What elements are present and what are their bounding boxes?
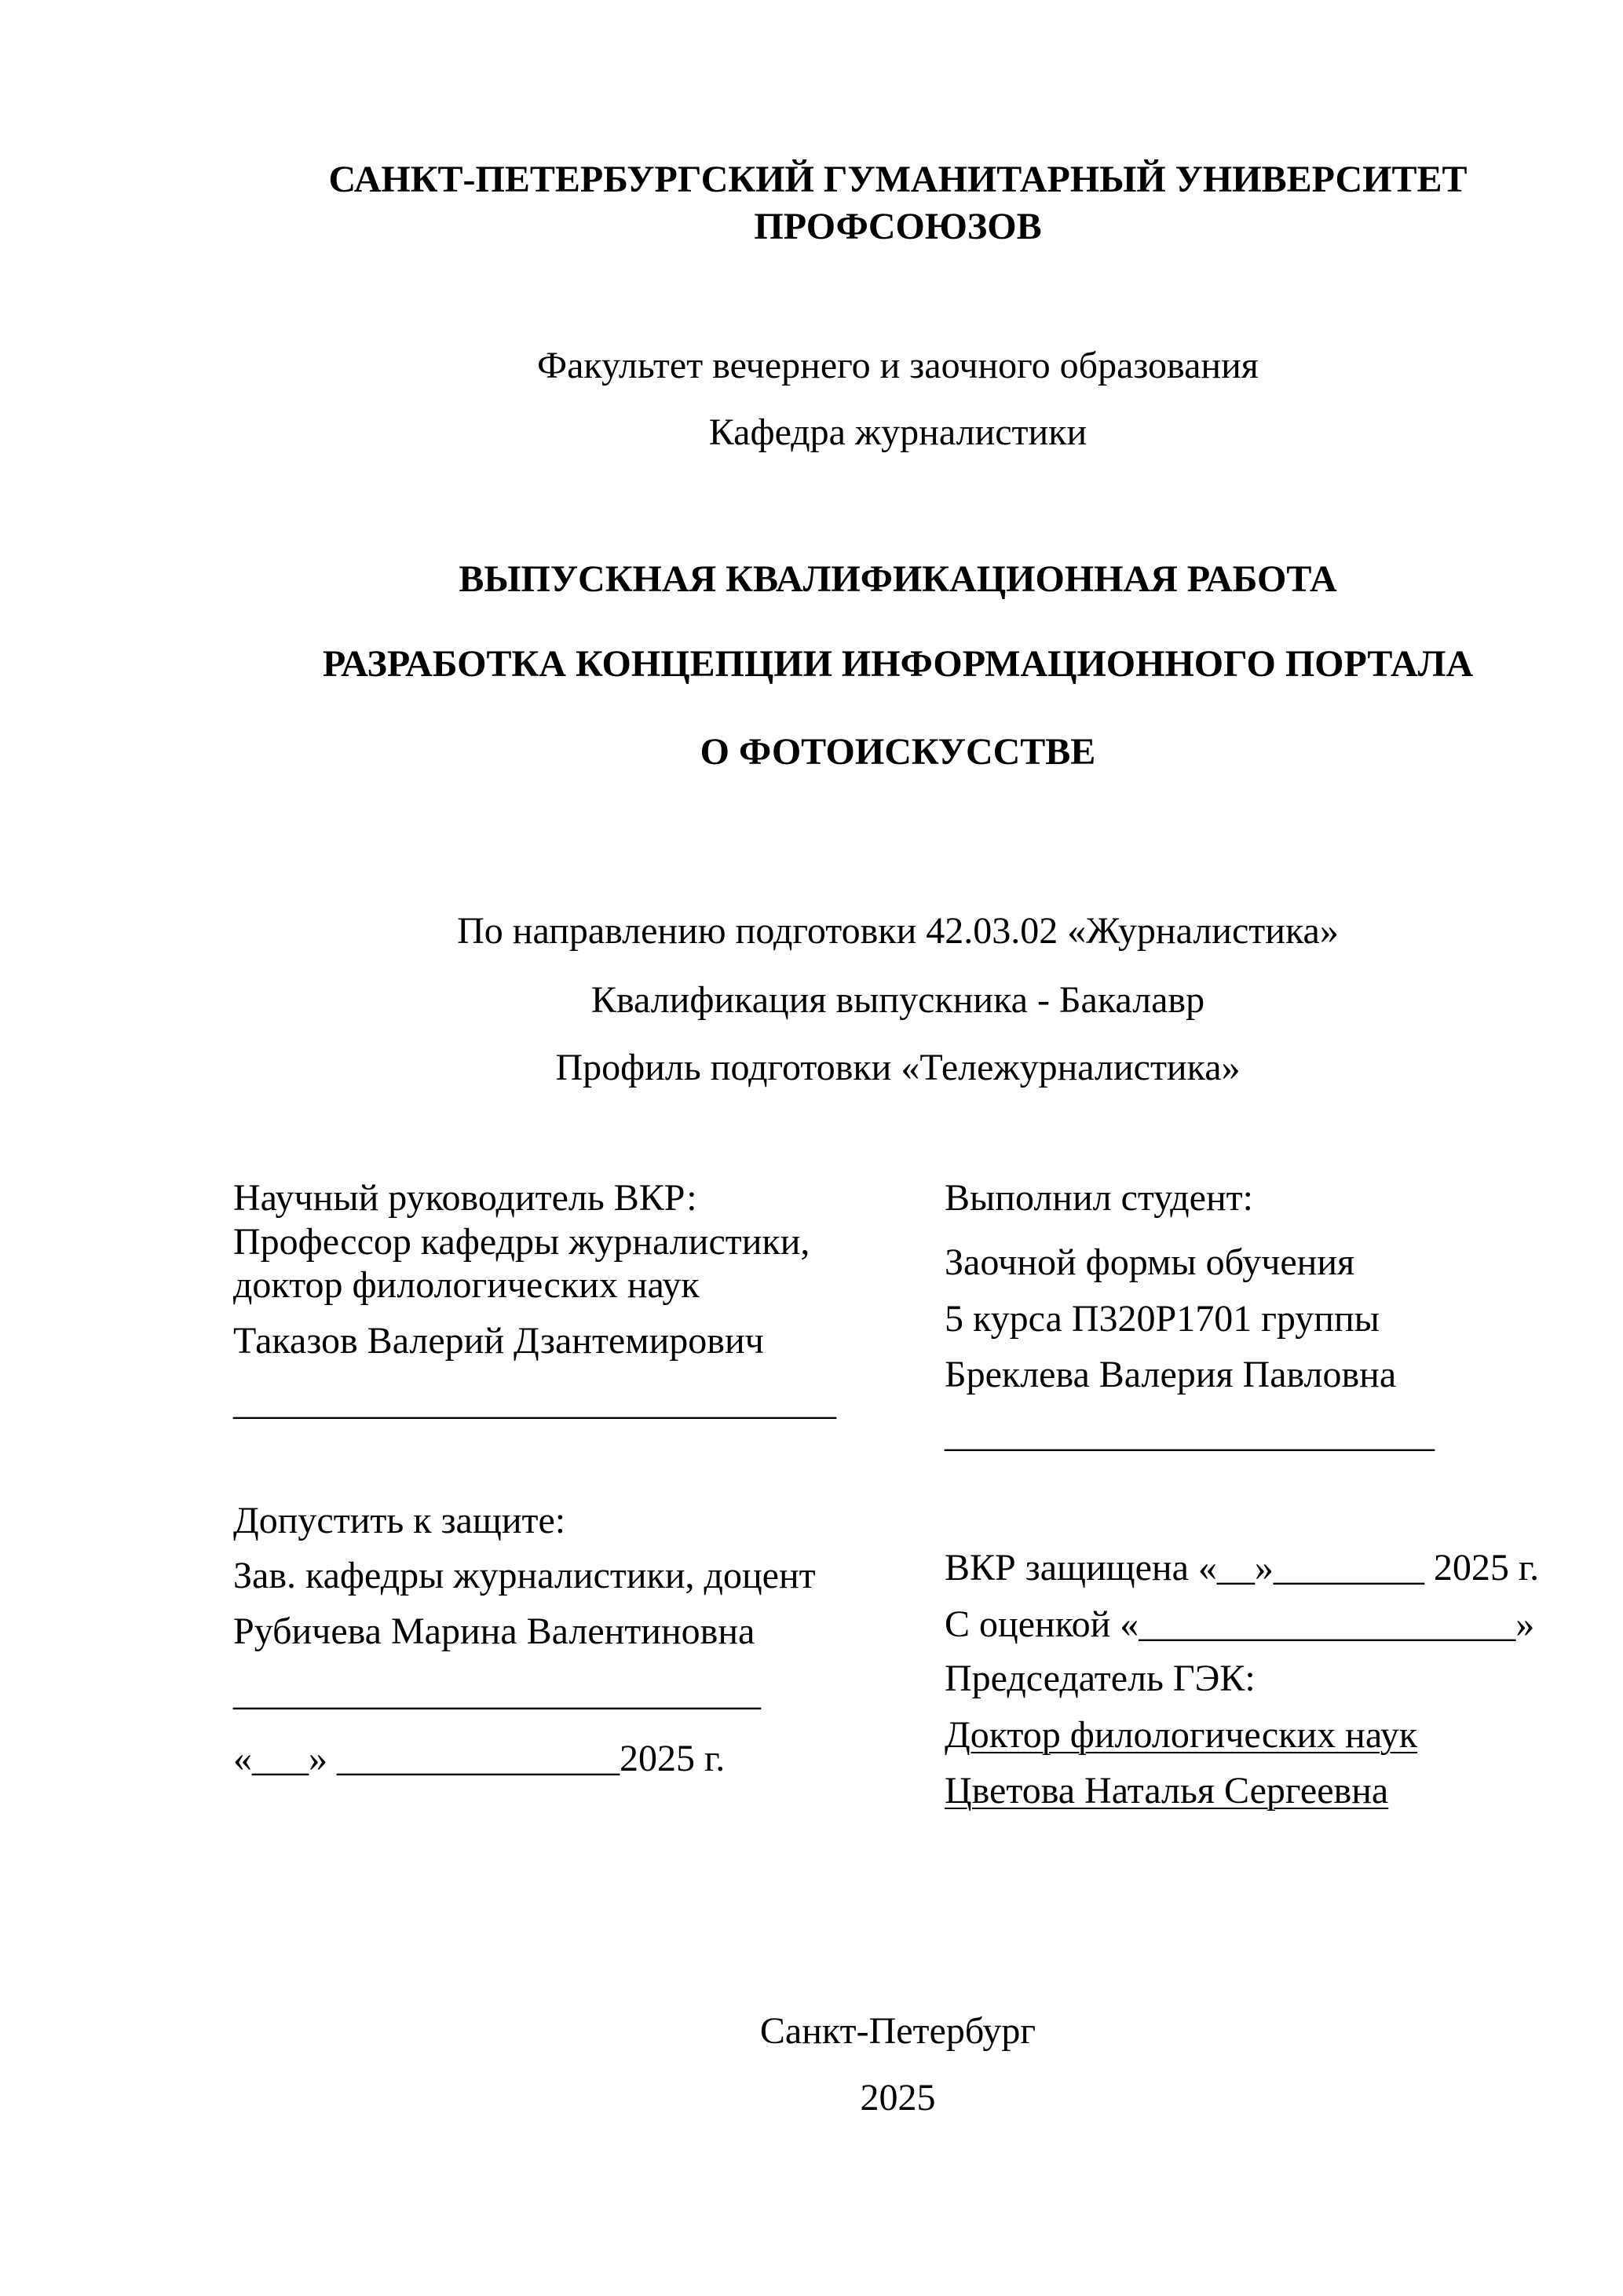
city: Санкт-Петербург — [759, 2010, 1036, 2052]
university-name-line1: САНКТ-ПЕТЕРБУРГСКИЙ ГУМАНИТАРНЫЙ УНИВЕРСИТЕТ — [328, 159, 1468, 200]
admission-date-line: «___» _______________2025 г. — [233, 1738, 726, 1779]
qualification: Квалификация выпускника - Бакалавр — [590, 979, 1205, 1021]
supervisor-degree: доктор филологических наук — [233, 1264, 700, 1306]
topic-line2: О ФОТОИСКУССТВЕ — [700, 731, 1096, 773]
defense-grade: С оценкой «____________________» — [945, 1603, 1535, 1645]
year: 2025 — [860, 2077, 936, 2119]
gek-chair-name: Цветова Наталья Сергеевна — [945, 1770, 1389, 1812]
department: Кафедра журналистики — [708, 411, 1087, 453]
supervisor-signature-line: ________________________________ — [233, 1381, 836, 1423]
gek-chair-label: Председатель ГЭК: — [945, 1658, 1256, 1699]
topic-line1: РАЗРАБОТКА КОНЦЕПЦИИ ИНФОРМАЦИОННОГО ПОРТАЛА — [322, 643, 1474, 685]
supervisor-position: Профессор кафедры журналистики, — [233, 1221, 810, 1263]
university-name-line2: ПРОФСОЮЗОВ — [754, 206, 1042, 247]
student-label: Выполнил студент: — [945, 1177, 1253, 1219]
student-name: Бреклева Валерия Павловна — [945, 1354, 1397, 1395]
program-direction: По направлению подготовки 42.03.02 «Журналистика» — [457, 910, 1339, 952]
work-type: ВЫПУСКНАЯ КВАЛИФИКАЦИОННАЯ РАБОТА — [459, 558, 1337, 600]
supervisor-label: Научный руководитель ВКР: — [233, 1177, 697, 1219]
admission-label: Допустить к защите: — [233, 1500, 566, 1541]
student-signature-line: __________________________ — [945, 1413, 1435, 1455]
student-form: Заочной формы обучения — [945, 1241, 1355, 1283]
faculty: Факультет вечернего и заочного образования — [537, 345, 1259, 386]
admission-signature-line: ____________________________ — [233, 1672, 761, 1713]
profile: Профиль подготовки «Тележурналистика» — [555, 1047, 1241, 1088]
admission-name: Рубичева Марина Валентиновна — [233, 1610, 755, 1652]
admission-position: Зав. кафедры журналистики, доцент — [233, 1555, 816, 1596]
supervisor-name: Таказов Валерий Дзантемирович — [233, 1320, 764, 1362]
defense-date: ВКР защищена «__»________ 2025 г. — [945, 1547, 1540, 1589]
gek-chair-degree: Доктор филологических наук — [945, 1714, 1418, 1756]
student-group: 5 курса П320Р1701 группы — [945, 1298, 1380, 1340]
